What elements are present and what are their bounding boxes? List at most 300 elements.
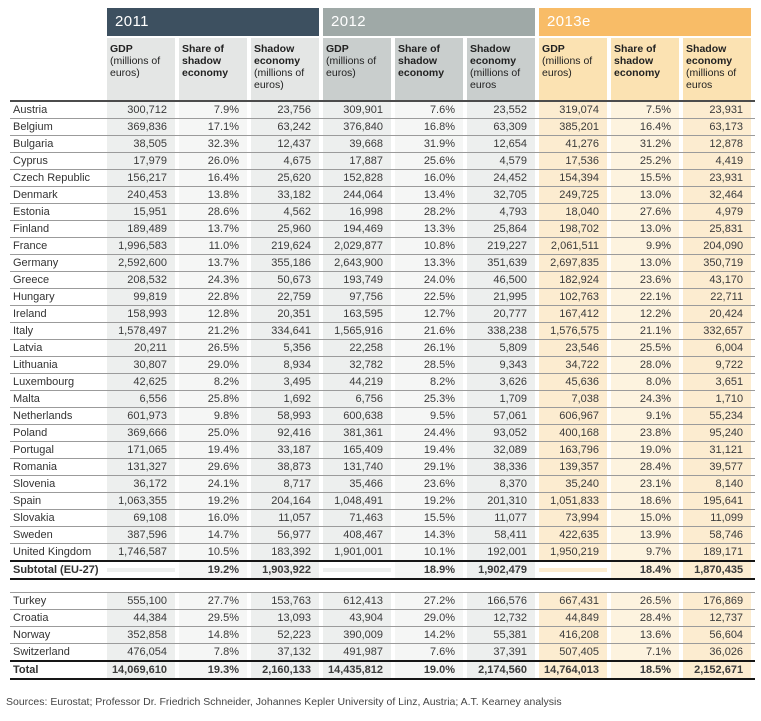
- column-header-share-2011: Share of shadow economy: [179, 38, 247, 100]
- value-cell: 192,001: [467, 544, 539, 562]
- country-cell: Malta: [10, 391, 107, 408]
- value-cell: 73,994: [539, 510, 611, 527]
- subtotal-row: [10, 561, 755, 579]
- year-band-2011: [107, 8, 319, 36]
- value-cell: 38,873: [251, 459, 323, 476]
- value-cell: 182,924: [539, 272, 611, 289]
- value-cell: 27.7%: [179, 593, 251, 610]
- value-cell: 25.5%: [611, 340, 683, 357]
- value-cell: 32,705: [467, 187, 539, 204]
- table-row: [10, 221, 755, 238]
- value-cell: 1,709: [467, 391, 539, 408]
- column-header-gdp-2012: GDP (millions of euros): [323, 38, 391, 100]
- table-row: [10, 119, 755, 136]
- value-cell: 183,392: [251, 544, 323, 562]
- table-row: [10, 238, 755, 255]
- value-cell: 44,849: [539, 610, 611, 627]
- value-cell: 36,026: [683, 644, 755, 662]
- value-cell: 166,576: [467, 593, 539, 610]
- value-cell: 19.3%: [179, 661, 251, 679]
- table-row: [10, 527, 755, 544]
- value-cell: 28.5%: [395, 357, 467, 374]
- country-cell: France: [10, 238, 107, 255]
- table-row: [10, 289, 755, 306]
- value-cell: 13.4%: [395, 187, 467, 204]
- value-cell: 10.5%: [179, 544, 251, 562]
- value-cell: 1,576,575: [539, 323, 611, 340]
- value-cell: 44,384: [107, 610, 179, 627]
- value-cell: 6,556: [107, 391, 179, 408]
- value-cell: 369,836: [107, 119, 179, 136]
- value-cell: 16.0%: [395, 170, 467, 187]
- value-cell: 14.3%: [395, 527, 467, 544]
- value-cell: 9,343: [467, 357, 539, 374]
- value-cell: 381,361: [323, 425, 395, 442]
- value-cell: 1,710: [683, 391, 755, 408]
- table-row: [10, 459, 755, 476]
- value-cell: 43,170: [683, 272, 755, 289]
- value-cell: 55,381: [467, 627, 539, 644]
- corner-cell: [10, 8, 107, 36]
- value-cell: 16.4%: [179, 170, 251, 187]
- value-cell: 7.6%: [395, 644, 467, 662]
- value-cell: 38,336: [467, 459, 539, 476]
- value-cell: 21.1%: [611, 323, 683, 340]
- value-cell: 21.6%: [395, 323, 467, 340]
- table-row: [10, 374, 755, 391]
- value-cell: 219,624: [251, 238, 323, 255]
- value-cell: 35,466: [323, 476, 395, 493]
- value-cell: 19.4%: [179, 442, 251, 459]
- value-cell: 612,413: [323, 593, 395, 610]
- value-cell: 44,219: [323, 374, 395, 391]
- value-cell: 19.2%: [179, 561, 251, 579]
- value-cell: 9.1%: [611, 408, 683, 425]
- value-cell: 4,419: [683, 153, 755, 170]
- value-cell: 350,719: [683, 255, 755, 272]
- column-header-row: [10, 36, 755, 101]
- value-cell: 555,100: [107, 593, 179, 610]
- country-cell: Spain: [10, 493, 107, 510]
- value-cell: 390,009: [323, 627, 395, 644]
- value-cell: 17,536: [539, 153, 611, 170]
- value-cell: 8,717: [251, 476, 323, 493]
- value-cell: 58,411: [467, 527, 539, 544]
- value-cell: 13.6%: [611, 627, 683, 644]
- value-cell: 387,596: [107, 527, 179, 544]
- value-cell: 23.6%: [395, 476, 467, 493]
- value-cell: 58,746: [683, 527, 755, 544]
- value-cell: 36,172: [107, 476, 179, 493]
- table-row: [10, 340, 755, 357]
- value-cell: 408,467: [323, 527, 395, 544]
- value-cell: 23.6%: [611, 272, 683, 289]
- value-cell: 131,740: [323, 459, 395, 476]
- value-cell: 28.2%: [395, 204, 467, 221]
- value-cell: 11.0%: [179, 238, 251, 255]
- value-cell: 2,174,560: [467, 661, 539, 679]
- value-cell: 13,093: [251, 610, 323, 627]
- value-cell: 56,604: [683, 627, 755, 644]
- value-cell: 219,227: [467, 238, 539, 255]
- value-cell: 13.0%: [611, 221, 683, 238]
- value-cell: 92,416: [251, 425, 323, 442]
- value-cell: 31,121: [683, 442, 755, 459]
- total-row: [10, 661, 755, 679]
- value-cell: 38,505: [107, 136, 179, 153]
- value-cell: 13.3%: [395, 221, 467, 238]
- country-cell: Portugal: [10, 442, 107, 459]
- value-cell: 56,977: [251, 527, 323, 544]
- value-cell: 102,763: [539, 289, 611, 306]
- value-cell: 25.3%: [395, 391, 467, 408]
- table-row: [10, 136, 755, 153]
- value-cell: 2,029,877: [323, 238, 395, 255]
- value-cell: 22.5%: [395, 289, 467, 306]
- country-cell: United Kingdom: [10, 544, 107, 562]
- value-cell: 1,063,355: [107, 493, 179, 510]
- value-cell: 16,998: [323, 204, 395, 221]
- value-cell: 20,424: [683, 306, 755, 323]
- value-cell: 17,887: [323, 153, 395, 170]
- value-cell: 6,004: [683, 340, 755, 357]
- country-cell: Slovakia: [10, 510, 107, 527]
- value-cell: 189,489: [107, 221, 179, 238]
- value-cell: 7.8%: [179, 644, 251, 662]
- value-cell: 32,089: [467, 442, 539, 459]
- value-cell: 46,500: [467, 272, 539, 289]
- value-cell: 201,310: [467, 493, 539, 510]
- value-cell: 158,993: [107, 306, 179, 323]
- value-cell: 491,987: [323, 644, 395, 662]
- value-cell: 69,108: [107, 510, 179, 527]
- value-cell: 30,807: [107, 357, 179, 374]
- value-cell: 12.7%: [395, 306, 467, 323]
- value-cell: 606,967: [539, 408, 611, 425]
- value-cell: 1,048,491: [323, 493, 395, 510]
- value-cell: 1,870,435: [683, 561, 755, 579]
- value-cell: 24.3%: [179, 272, 251, 289]
- value-cell: 17.1%: [179, 119, 251, 136]
- value-cell: 198,702: [539, 221, 611, 238]
- value-cell: 1,051,833: [539, 493, 611, 510]
- country-cell: Denmark: [10, 187, 107, 204]
- country-cell: Finland: [10, 221, 107, 238]
- table-row: [10, 272, 755, 289]
- table-row: [10, 170, 755, 187]
- value-cell: 27.6%: [611, 204, 683, 221]
- value-cell: 131,327: [107, 459, 179, 476]
- table-row: [10, 391, 755, 408]
- value-cell: 55,234: [683, 408, 755, 425]
- value-cell: 45,636: [539, 374, 611, 391]
- value-cell: 19.4%: [395, 442, 467, 459]
- value-cell: 97,756: [323, 289, 395, 306]
- column-header-shadow-2013e: Shadow economy (millions of euros: [683, 38, 751, 100]
- value-cell: 154,394: [539, 170, 611, 187]
- table-row: [10, 644, 755, 662]
- year-band-2013e: [539, 8, 751, 36]
- value-cell: 3,651: [683, 374, 755, 391]
- year-label: 2013e: [547, 13, 591, 30]
- value-cell: 10.8%: [395, 238, 467, 255]
- value-cell: 13.0%: [611, 187, 683, 204]
- value-cell: 12,732: [467, 610, 539, 627]
- country-cell: Luxembourg: [10, 374, 107, 391]
- value-cell: 9.9%: [611, 238, 683, 255]
- value-cell: 25.0%: [179, 425, 251, 442]
- value-cell: 29.6%: [179, 459, 251, 476]
- value-cell: 12.8%: [179, 306, 251, 323]
- value-cell: 163,796: [539, 442, 611, 459]
- country-cell: Sweden: [10, 527, 107, 544]
- value-cell: 2,061,511: [539, 238, 611, 255]
- column-header-shadow-2012: Shadow economy (millions of euros: [467, 38, 535, 100]
- country-cell: Italy: [10, 323, 107, 340]
- value-cell: 1,903,922: [251, 561, 323, 579]
- value-cell: 5,356: [251, 340, 323, 357]
- value-cell: 23,546: [539, 340, 611, 357]
- value-cell: 25,960: [251, 221, 323, 238]
- value-cell: 25.2%: [611, 153, 683, 170]
- value-cell: 385,201: [539, 119, 611, 136]
- value-cell: 29.0%: [179, 357, 251, 374]
- table-row: [10, 610, 755, 627]
- value-cell: 7.9%: [179, 101, 251, 119]
- country-cell: Estonia: [10, 204, 107, 221]
- value-cell: 507,405: [539, 644, 611, 662]
- country-cell: Poland: [10, 425, 107, 442]
- value-cell: 7,038: [539, 391, 611, 408]
- country-cell: Latvia: [10, 340, 107, 357]
- value-cell: 33,182: [251, 187, 323, 204]
- value-cell: 19.0%: [611, 442, 683, 459]
- value-cell: 22,759: [251, 289, 323, 306]
- value-cell: 1,692: [251, 391, 323, 408]
- value-cell: 163,595: [323, 306, 395, 323]
- value-cell: 3,626: [467, 374, 539, 391]
- table-row: [10, 627, 755, 644]
- value-cell: 19.2%: [179, 493, 251, 510]
- country-cell: Slovenia: [10, 476, 107, 493]
- table-row: [10, 442, 755, 459]
- column-header-gdp-2011: GDP (millions of euros): [107, 38, 175, 100]
- value-cell: 3,495: [251, 374, 323, 391]
- value-cell: 1,901,001: [323, 544, 395, 562]
- country-cell: Netherlands: [10, 408, 107, 425]
- value-cell: 14,764,013: [539, 661, 611, 679]
- value-cell: 195,641: [683, 493, 755, 510]
- value-cell: 21,995: [467, 289, 539, 306]
- sources-note: Sources: Eurostat; Professor Dr. Friedrich Schneider, Johannes Kepler University of Linz, Austria; A.T. Kearney analysis: [6, 696, 562, 708]
- value-cell: 58,993: [251, 408, 323, 425]
- value-cell: 18.4%: [611, 561, 683, 579]
- value-cell: 42,625: [107, 374, 179, 391]
- value-cell: 355,186: [251, 255, 323, 272]
- value-cell: 29.0%: [395, 610, 467, 627]
- value-cell: 319,074: [539, 101, 611, 119]
- value-cell: 14.8%: [179, 627, 251, 644]
- value-cell: 8.2%: [395, 374, 467, 391]
- value-cell: 7.1%: [611, 644, 683, 662]
- value-cell: 52,223: [251, 627, 323, 644]
- value-cell: 16.0%: [179, 510, 251, 527]
- value-cell: 194,469: [323, 221, 395, 238]
- value-cell: 300,712: [107, 101, 179, 119]
- value-cell: 338,238: [467, 323, 539, 340]
- table-row: [10, 476, 755, 493]
- value-cell: 332,657: [683, 323, 755, 340]
- value-cell: 351,639: [467, 255, 539, 272]
- value-cell: 17,979: [107, 153, 179, 170]
- country-cell: Hungary: [10, 289, 107, 306]
- value-cell: 18.5%: [611, 661, 683, 679]
- value-cell: 667,431: [539, 593, 611, 610]
- value-cell: 71,463: [323, 510, 395, 527]
- value-cell: 31.2%: [611, 136, 683, 153]
- value-cell: 18,040: [539, 204, 611, 221]
- value-cell: 34,722: [539, 357, 611, 374]
- value-cell: 8.2%: [179, 374, 251, 391]
- value-cell: 4,562: [251, 204, 323, 221]
- value-cell: 23.8%: [611, 425, 683, 442]
- value-cell: 24.3%: [611, 391, 683, 408]
- country-cell: Czech Republic: [10, 170, 107, 187]
- value-cell: 26.5%: [611, 593, 683, 610]
- table-row: [10, 323, 755, 340]
- value-cell: 28.6%: [179, 204, 251, 221]
- value-cell: 24.4%: [395, 425, 467, 442]
- value-cell: 7.5%: [611, 101, 683, 119]
- value-cell: 26.5%: [179, 340, 251, 357]
- value-cell: 8,140: [683, 476, 755, 493]
- table-row: [10, 255, 755, 272]
- country-cell: Total: [10, 661, 107, 679]
- table-row: [10, 101, 755, 119]
- value-cell: 19.0%: [395, 661, 467, 679]
- value-cell: 23,552: [467, 101, 539, 119]
- value-cell: 37,391: [467, 644, 539, 662]
- value-cell: 25.6%: [395, 153, 467, 170]
- value-cell: 2,152,671: [683, 661, 755, 679]
- value-cell: 600,638: [323, 408, 395, 425]
- value-cell: 193,749: [323, 272, 395, 289]
- value-cell: 24.0%: [395, 272, 467, 289]
- value-cell: 139,357: [539, 459, 611, 476]
- value-cell: 22.8%: [179, 289, 251, 306]
- value-cell: 4,793: [467, 204, 539, 221]
- value-cell: 20,351: [251, 306, 323, 323]
- value-cell: 41,276: [539, 136, 611, 153]
- value-cell: 369,666: [107, 425, 179, 442]
- table-row: [10, 425, 755, 442]
- value-cell: 24,452: [467, 170, 539, 187]
- value-cell: 63,242: [251, 119, 323, 136]
- value-cell: 11,057: [251, 510, 323, 527]
- value-cell: [323, 561, 395, 579]
- value-cell: 189,171: [683, 544, 755, 562]
- table-row: [10, 187, 755, 204]
- value-cell: 240,453: [107, 187, 179, 204]
- value-cell: 601,973: [107, 408, 179, 425]
- value-cell: 37,132: [251, 644, 323, 662]
- table-row: [10, 306, 755, 323]
- country-cell: Subtotal (EU-27): [10, 561, 107, 579]
- value-cell: 2,643,900: [323, 255, 395, 272]
- value-cell: 39,577: [683, 459, 755, 476]
- value-cell: 15.0%: [611, 510, 683, 527]
- value-cell: 16.8%: [395, 119, 467, 136]
- value-cell: 422,635: [539, 527, 611, 544]
- value-cell: 29.5%: [179, 610, 251, 627]
- value-cell: 22,258: [323, 340, 395, 357]
- value-cell: 22,711: [683, 289, 755, 306]
- value-cell: 19.2%: [395, 493, 467, 510]
- value-cell: 11,099: [683, 510, 755, 527]
- value-cell: 99,819: [107, 289, 179, 306]
- value-cell: 13.7%: [179, 255, 251, 272]
- value-cell: 4,979: [683, 204, 755, 221]
- value-cell: 14,435,812: [323, 661, 395, 679]
- value-cell: 8,370: [467, 476, 539, 493]
- value-cell: 12.2%: [611, 306, 683, 323]
- value-cell: 25,831: [683, 221, 755, 238]
- value-cell: 9.8%: [179, 408, 251, 425]
- country-cell: Greece: [10, 272, 107, 289]
- value-cell: 2,592,600: [107, 255, 179, 272]
- value-cell: 249,725: [539, 187, 611, 204]
- value-cell: 43,904: [323, 610, 395, 627]
- country-cell: Switzerland: [10, 644, 107, 662]
- value-cell: 29.1%: [395, 459, 467, 476]
- value-cell: 167,412: [539, 306, 611, 323]
- value-cell: 18.6%: [611, 493, 683, 510]
- value-cell: 32.3%: [179, 136, 251, 153]
- value-cell: 309,901: [323, 101, 395, 119]
- value-cell: 153,763: [251, 593, 323, 610]
- value-cell: 23,756: [251, 101, 323, 119]
- table-row: [10, 510, 755, 527]
- value-cell: 14,069,610: [107, 661, 179, 679]
- value-cell: 376,840: [323, 119, 395, 136]
- value-cell: 18.9%: [395, 561, 467, 579]
- value-cell: 23,931: [683, 170, 755, 187]
- value-cell: 176,869: [683, 593, 755, 610]
- value-cell: 22.1%: [611, 289, 683, 306]
- column-header-share-2013e: Share of shadow economy: [611, 38, 679, 100]
- country-cell: Bulgaria: [10, 136, 107, 153]
- value-cell: 11,077: [467, 510, 539, 527]
- value-cell: 10.1%: [395, 544, 467, 562]
- table-row: [10, 408, 755, 425]
- value-cell: 152,828: [323, 170, 395, 187]
- value-cell: [539, 561, 611, 579]
- value-cell: 9,722: [683, 357, 755, 374]
- value-cell: 28.4%: [611, 459, 683, 476]
- value-cell: 12,654: [467, 136, 539, 153]
- value-cell: 12,737: [683, 610, 755, 627]
- year-band-row: [10, 8, 755, 36]
- value-cell: 334,641: [251, 323, 323, 340]
- value-cell: 39,668: [323, 136, 395, 153]
- value-cell: 23,931: [683, 101, 755, 119]
- table-row: [10, 493, 755, 510]
- value-cell: 26.1%: [395, 340, 467, 357]
- table-row: [10, 204, 755, 221]
- value-cell: 13.0%: [611, 255, 683, 272]
- value-cell: 63,309: [467, 119, 539, 136]
- value-cell: 25,864: [467, 221, 539, 238]
